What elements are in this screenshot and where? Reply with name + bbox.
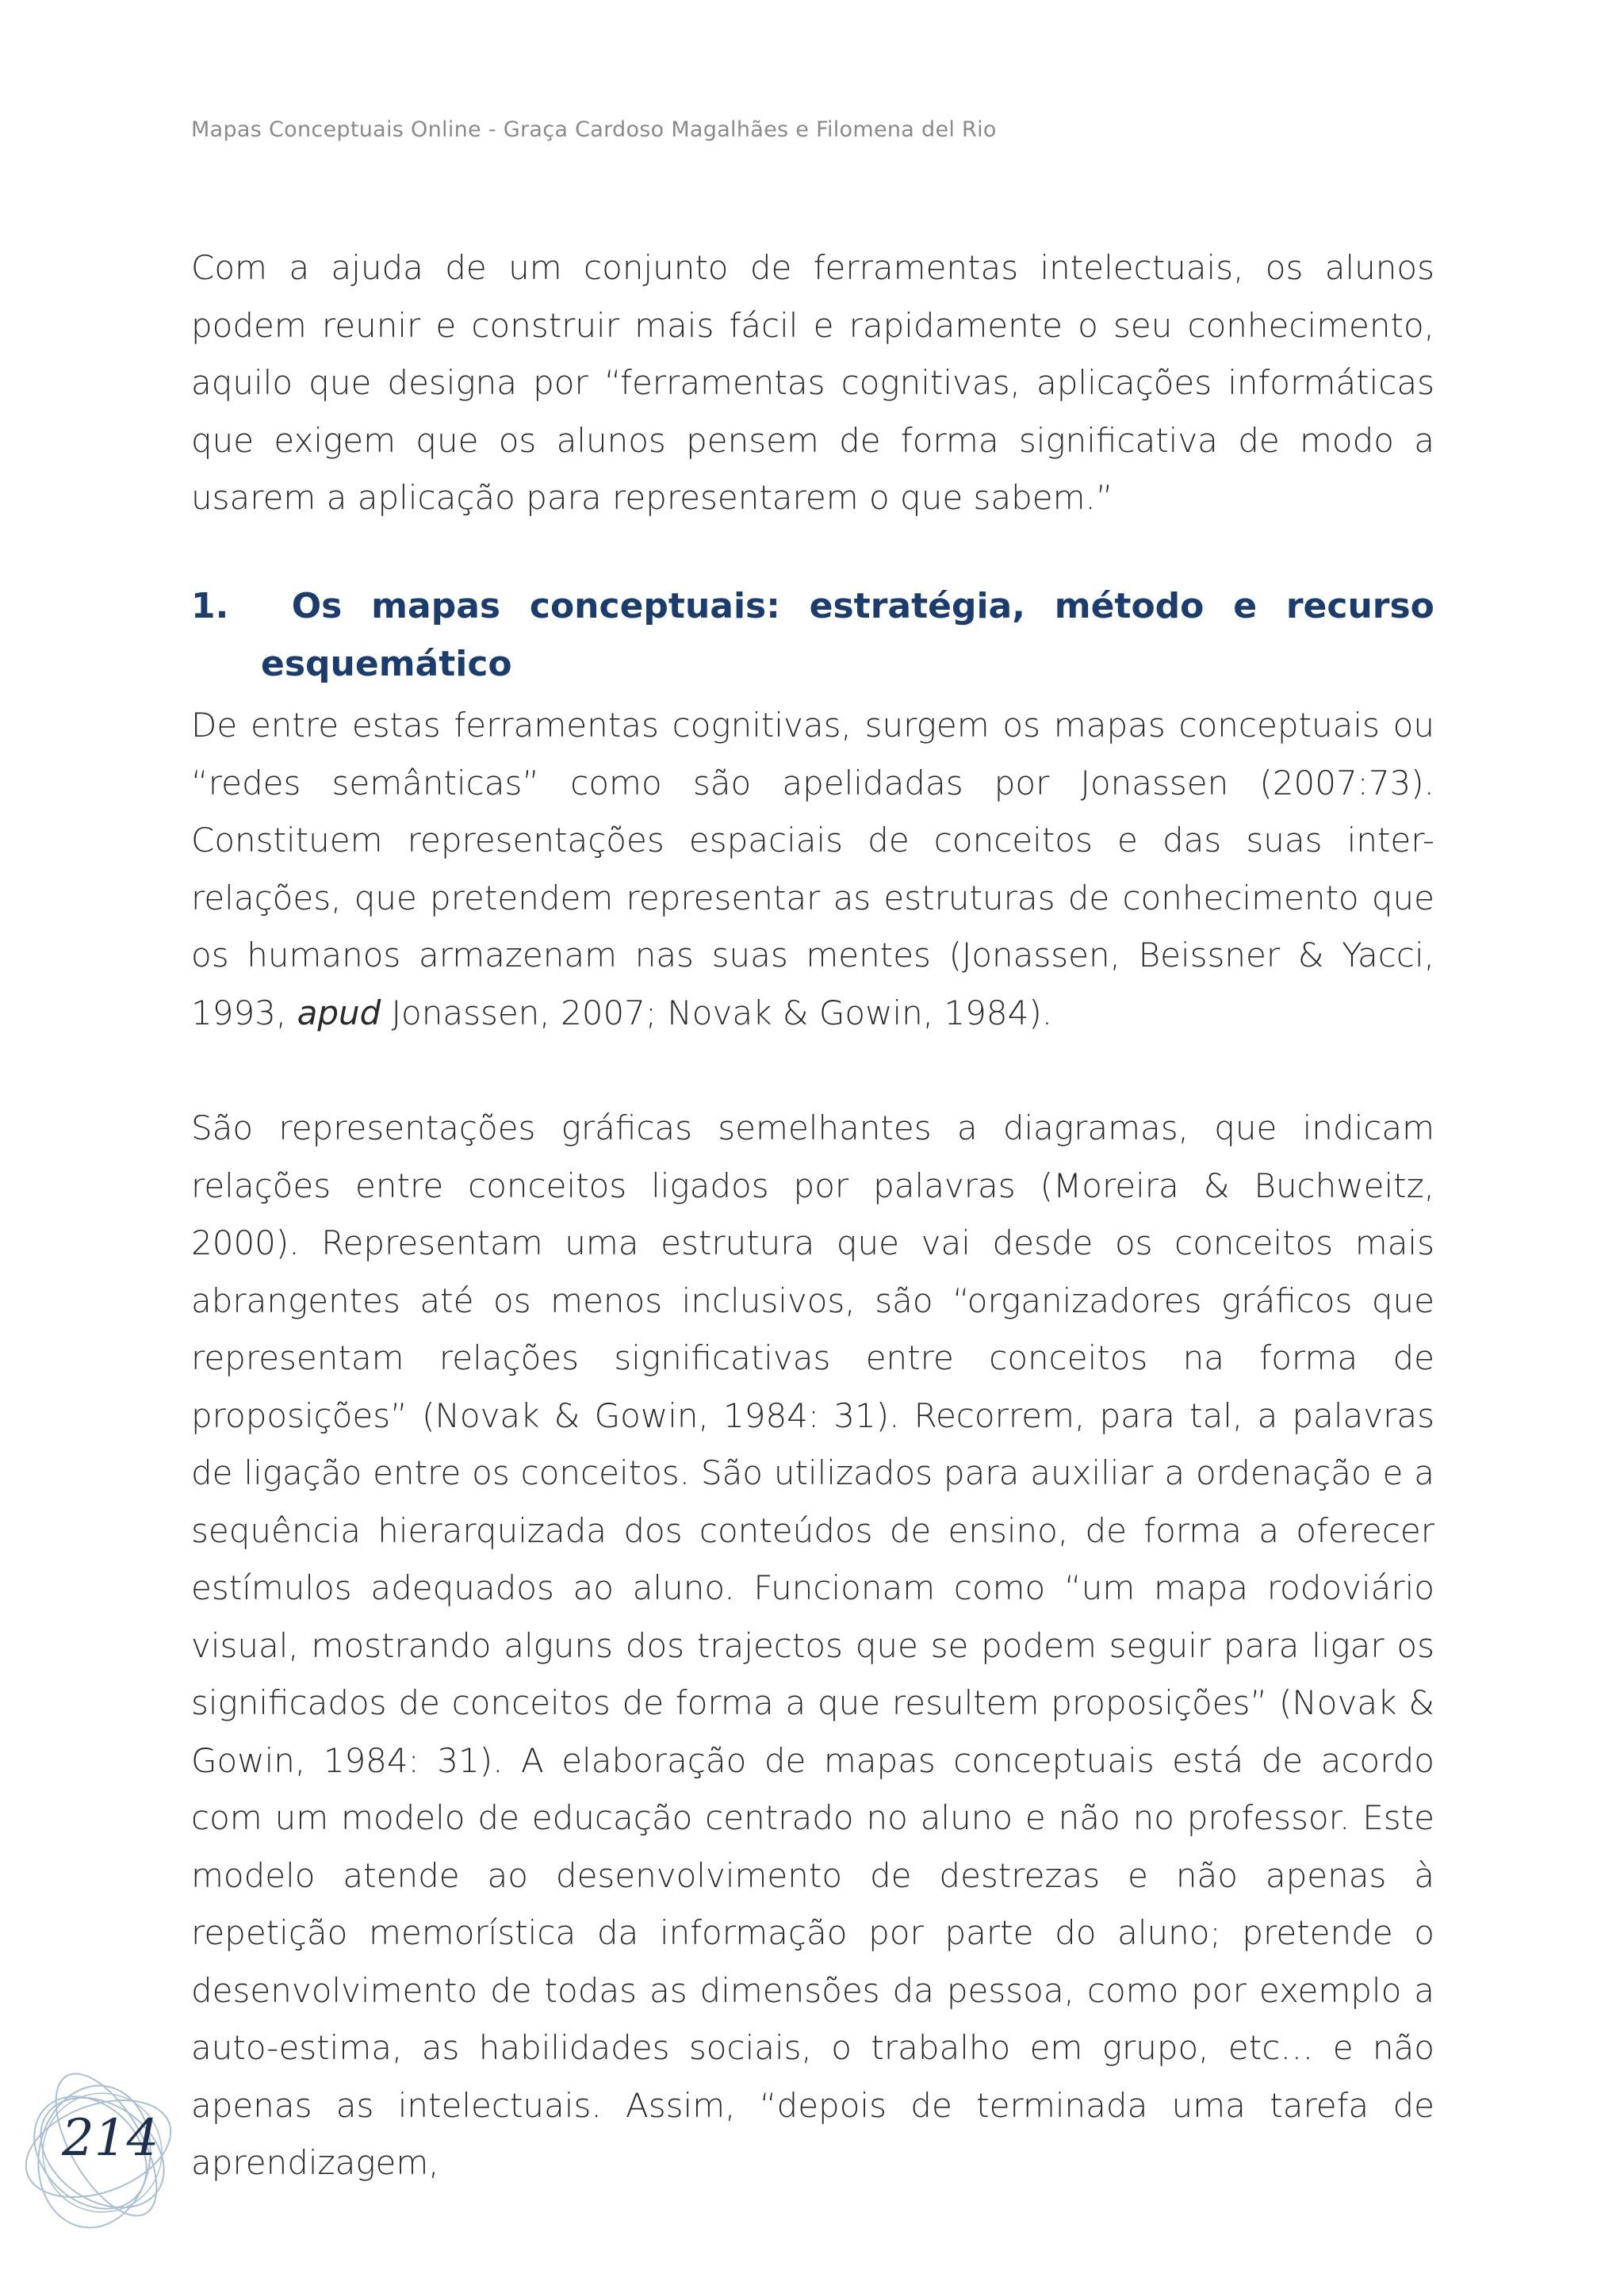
heading-word: recurso (1285, 586, 1434, 626)
section-heading (191, 577, 1434, 693)
body-paragraph-3 (191, 1100, 1434, 2192)
paragraph-text-part: Jonassen, 2007; Novak & Gowin, 1984). (381, 993, 1053, 1032)
paragraph-text: Com a ajuda de um conjunto de ferramentas intelectuais, os alunos podem reunir e construir mais fácil e rapidamente o seu conhecimento, aquilo que designa por “ferramentas cognitivas, aplicações informáticas que exigem que os alunos pensem de forma significativa de modo a usarem a aplicação para representarem o que sabem.” (191, 248, 1434, 517)
paragraph-text: São representações gráficas semelhantes a diagramas, que indicam relações entre conceitos ligados por palavras (Moreira & Buchweitz, 2000). Representam uma estrutura que vai desde os conceitos mais abrangentes até os menos inclusivos, são “organizadores gráficos que representam relações significativas entre conceitos na forma de proposições” (Novak & Gowin, 1984: 31). Recorrem, para tal, a palavras de ligação entre os conceitos. São utilizados para auxiliar a ordenação e a sequência hierarquizada dos conteúdos de ensino, de forma a oferecer estímulos adequados ao aluno. Funcionam como “um mapa rodoviário visual, mostrando alguns dos trajectos que se podem seguir para ligar os significados de conceitos de forma a que resultem proposições” (Novak & Gowin, 1984: 31). A elaboração de mapas conceptuais está de acordo com um modelo de educação centrado no aluno e não no professor. Este modelo atende ao desenvolvimento de destrezas e não apenas à repetição memorística da informação por parte do aluno; pretende o desenvolvimento de todas as dimensões da pessoa, como por exemplo a auto-estima, as habilidades sociais, o trabalho em grupo, etc… e não apenas as intelectuais. Assim, “depois de terminada uma tarefa de aprendizagem, (191, 1108, 1434, 2182)
heading-word: método (1054, 586, 1205, 626)
section-heading-line (191, 577, 1434, 635)
section-heading-continuation: esquemático (261, 644, 512, 684)
body-paragraph-2 (191, 697, 1434, 1042)
heading-word: estratégia, (809, 586, 1025, 626)
heading-word: Os (291, 586, 343, 626)
italic-term: apud (297, 993, 381, 1032)
heading-word: mapas (371, 586, 501, 626)
section-number: 1. (191, 586, 229, 626)
paragraph-text-part: De entre estas ferramentas cognitivas, surgem os mapas conceptuais ou “redes semânticas” como são apelidadas por Jonassen (2007:73). Constituem representações espaciais de conceitos e das suas inter-relações, que pretendem representar as estruturas de conhecimento que os humanos armazenam nas suas mentes (Jonassen, Beissner & Yacci, 1993, (191, 706, 1434, 1032)
heading-word: conceptuais: (529, 586, 780, 626)
paragraph-text (191, 697, 1434, 1042)
heading-word: e (1233, 586, 1258, 626)
page-number: 214 (62, 2109, 159, 2168)
running-header: Mapas Conceptuais Online - Graça Cardoso Magalhães e Filomena del Rio (191, 117, 997, 142)
body-paragraph-1 (191, 239, 1434, 527)
